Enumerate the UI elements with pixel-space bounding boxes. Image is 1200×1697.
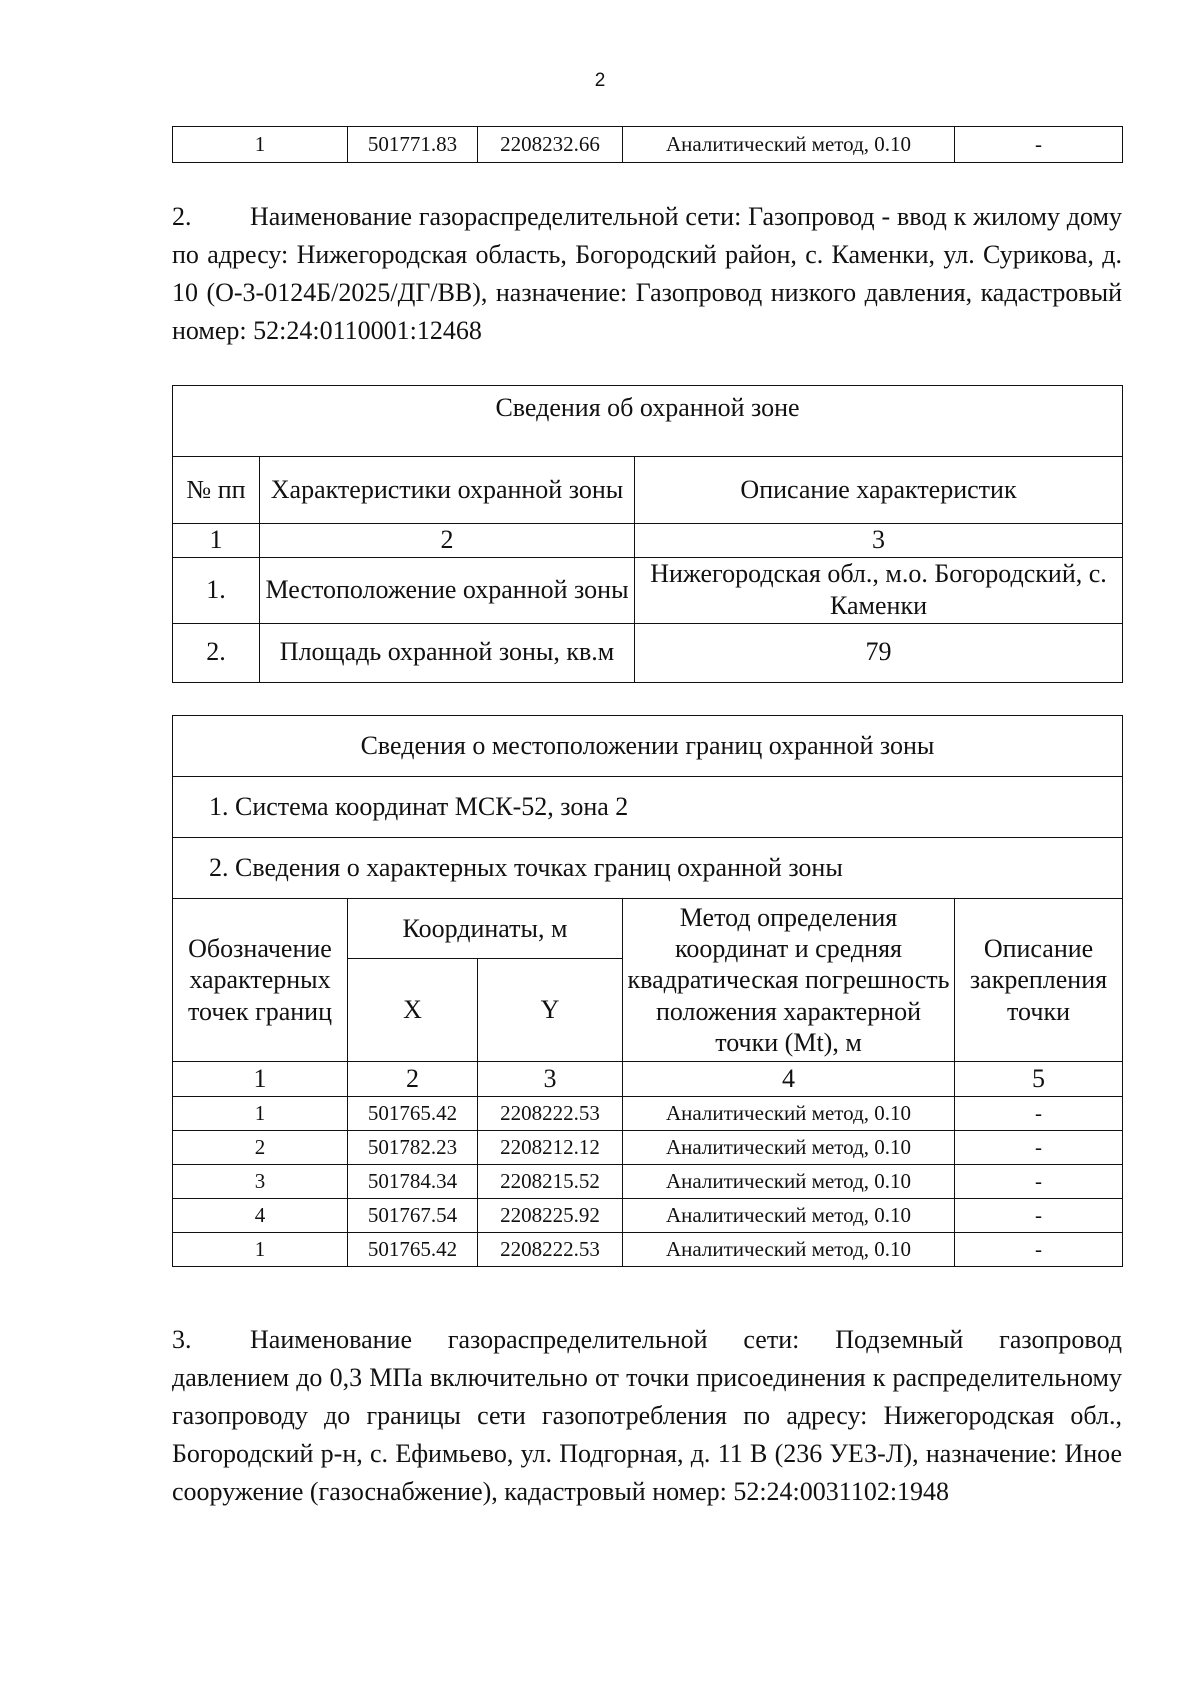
table-row [173, 623, 1123, 682]
row-char: Площадь охранной зоны, кв.м [260, 623, 635, 682]
table-row [173, 1199, 1123, 1233]
points-title: 2. Сведения о характерных точках границ охранной зоны [173, 838, 1123, 899]
y-cell: 2208222.53 [478, 1097, 623, 1131]
index-cell: 4 [623, 1062, 955, 1097]
table-title: Сведения о местоположении границ охранной зоны [173, 716, 1123, 777]
col-header-coords: Координаты, м [348, 899, 623, 959]
table-row [173, 557, 1123, 623]
paragraph-text: Наименование газораспределительной сети: Подземный газопровод давлением до 0,3 МПа включительно от точки присоединения к распределительному газопроводу до границы сети газопотребления по адресу: Нижегородская обл., Богородский р-н, с. Ефимьево, ул. Подгорная, д. 11 В (236 УЕЗ-Л), назначение: Иное сооружение (газоснабжение), кадастровый номер: 52:24:0031102:1948 [172, 1325, 1122, 1506]
y-cell: 2208225.92 [478, 1199, 623, 1233]
zone-info-table [172, 385, 1123, 683]
boundaries-table [172, 715, 1123, 1267]
point-cell: 4 [173, 1199, 348, 1233]
row-num: 2. [173, 623, 260, 682]
index-cell: 2 [260, 524, 635, 558]
method-cell: Аналитический метод, 0.10 [623, 1233, 955, 1267]
method-cell: Аналитический метод, 0.10 [623, 1131, 955, 1165]
row-num: 1. [173, 557, 260, 623]
method-cell: Аналитический метод, 0.10 [623, 127, 955, 163]
col-header-x: X [348, 959, 478, 1062]
table-title: Сведения об охранной зоне [173, 386, 1123, 457]
index-cell: 1 [173, 1062, 348, 1097]
paragraph-number: 3. [172, 1325, 192, 1354]
col-header-num: № пп [173, 457, 260, 524]
point-cell: 3 [173, 1165, 348, 1199]
row-desc: Нижегородская обл., м.о. Богородский, с. Каменки [635, 557, 1123, 623]
col-header-desc: Описание характеристик [635, 457, 1123, 524]
col-header-point: Обозначение характерных точек границ [173, 899, 348, 1062]
x-cell: 501765.42 [348, 1233, 478, 1267]
row-desc: 79 [635, 623, 1123, 682]
point-cell: 1 [173, 1233, 348, 1267]
point-cell: 1 [173, 1097, 348, 1131]
coord-system-row [173, 777, 1123, 838]
row-char: Местоположение охранной зоны [260, 557, 635, 623]
desc-cell: - [955, 1097, 1123, 1131]
y-cell: 2208215.52 [478, 1165, 623, 1199]
paragraph-2 [172, 198, 1122, 350]
y-cell: 2208232.66 [478, 127, 623, 163]
table-row [173, 127, 1123, 163]
paragraph-number: 2. [172, 202, 192, 231]
table-row [173, 1165, 1123, 1199]
table-header-row [173, 457, 1123, 524]
table-header-row [173, 899, 1123, 959]
page-number: 2 [594, 70, 606, 91]
index-row [173, 1062, 1123, 1097]
index-cell: 3 [635, 524, 1123, 558]
method-cell: Аналитический метод, 0.10 [623, 1097, 955, 1131]
desc-cell: - [955, 1233, 1123, 1267]
x-cell: 501767.54 [348, 1199, 478, 1233]
table-row [173, 1097, 1123, 1131]
desc-cell: - [955, 127, 1123, 163]
col-header-char: Характеристики охранной зоны [260, 457, 635, 524]
index-cell: 1 [173, 524, 260, 558]
index-cell: 5 [955, 1062, 1123, 1097]
points-title-row [173, 838, 1123, 899]
desc-cell: - [955, 1131, 1123, 1165]
x-cell: 501765.42 [348, 1097, 478, 1131]
col-header-desc: Описание закрепления точки [955, 899, 1123, 1062]
x-cell: 501782.23 [348, 1131, 478, 1165]
col-header-y: Y [478, 959, 623, 1062]
method-cell: Аналитический метод, 0.10 [623, 1199, 955, 1233]
index-row [173, 524, 1123, 558]
desc-cell: - [955, 1165, 1123, 1199]
continuation-table [172, 126, 1123, 163]
table-row [173, 1233, 1123, 1267]
y-cell: 2208212.12 [478, 1131, 623, 1165]
y-cell: 2208222.53 [478, 1233, 623, 1267]
point-cell: 1 [173, 127, 348, 163]
col-header-method: Метод определения координат и средняя квадратическая погрешность положения характерной точки (Mt), м [623, 899, 955, 1062]
method-cell: Аналитический метод, 0.10 [623, 1165, 955, 1199]
table-row [173, 1131, 1123, 1165]
point-cell: 2 [173, 1131, 348, 1165]
paragraph-3 [172, 1321, 1122, 1511]
index-cell: 2 [348, 1062, 478, 1097]
table-title-row [173, 386, 1123, 457]
desc-cell: - [955, 1199, 1123, 1233]
paragraph-text: Наименование газораспределительной сети: Газопровод - ввод к жилому дому по адресу: Нижегородская область, Богородский район, с. Каменки, ул. Сурикова, д. 10 (О-3-0124Б/2025/ДГ/ВВ), назначение: Газопровод низкого давления, кадастровый номер: 52:24:0110001:12468 [172, 202, 1122, 345]
coord-system: 1. Система координат МСК-52, зона 2 [173, 777, 1123, 838]
x-cell: 501771.83 [348, 127, 478, 163]
index-cell: 3 [478, 1062, 623, 1097]
table-title-row [173, 716, 1123, 777]
x-cell: 501784.34 [348, 1165, 478, 1199]
